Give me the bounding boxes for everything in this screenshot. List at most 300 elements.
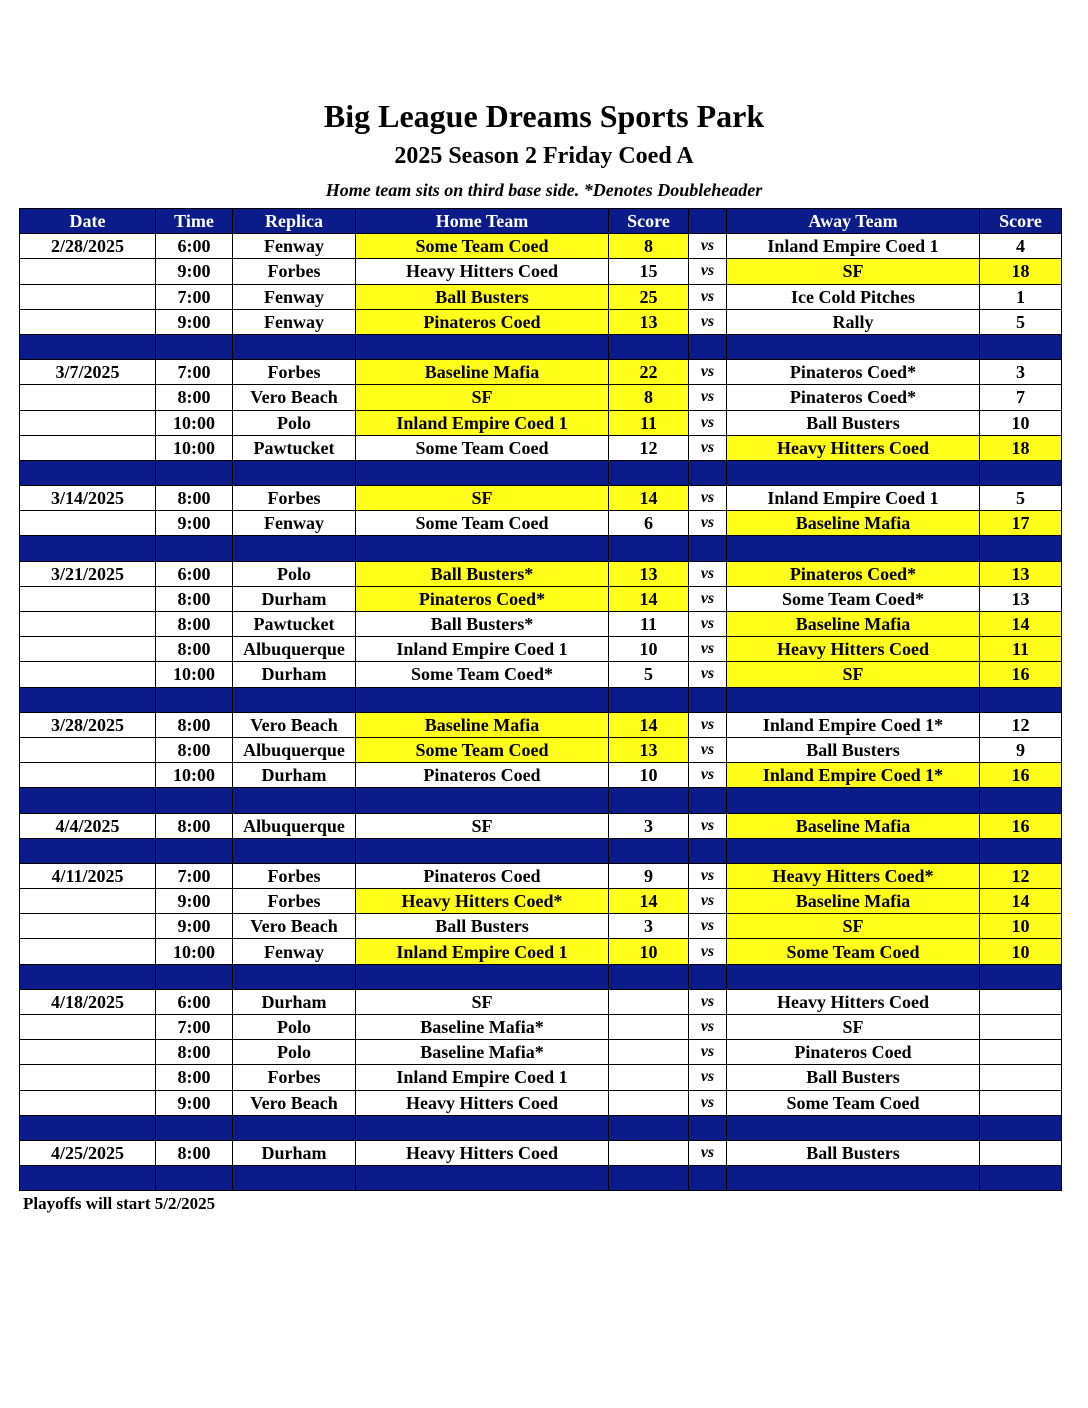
home-team-cell: Inland Empire Coed 1: [356, 637, 609, 662]
home-team-cell: Ball Busters: [356, 914, 609, 939]
home-score-cell: [609, 1140, 689, 1165]
away-score-cell: 11: [980, 637, 1062, 662]
away-team-cell: Some Team Coed: [727, 939, 980, 964]
replica-cell: Forbes: [233, 889, 356, 914]
date-cell: [20, 435, 156, 460]
separator-cell: [356, 788, 609, 813]
home-team-cell: SF: [356, 989, 609, 1014]
away-team-cell: Ball Busters: [727, 737, 980, 762]
separator-row: [20, 687, 1062, 712]
replica-cell: Durham: [233, 1140, 356, 1165]
separator-cell: [980, 334, 1062, 359]
home-team-cell: Ball Busters*: [356, 561, 609, 586]
table-row: [20, 1065, 1062, 1090]
home-team-cell: Heavy Hitters Coed: [356, 1140, 609, 1165]
separator-cell: [156, 788, 233, 813]
vs-cell: vs: [689, 259, 727, 284]
replica-cell: Vero Beach: [233, 1090, 356, 1115]
away-score-cell: 5: [980, 309, 1062, 334]
date-cell: [20, 737, 156, 762]
vs-cell: vs: [689, 914, 727, 939]
separator-cell: [356, 838, 609, 863]
home-team-cell: Baseline Mafia: [356, 360, 609, 385]
home-score-cell: 10: [609, 637, 689, 662]
separator-cell: [609, 964, 689, 989]
home-score-cell: [609, 1065, 689, 1090]
separator-cell: [609, 838, 689, 863]
away-team-cell: Rally: [727, 309, 980, 334]
time-cell: 8:00: [156, 712, 233, 737]
date-cell: 4/25/2025: [20, 1140, 156, 1165]
time-cell: 10:00: [156, 410, 233, 435]
time-cell: 10:00: [156, 763, 233, 788]
away-score-cell: 18: [980, 259, 1062, 284]
separator-cell: [356, 536, 609, 561]
home-score-cell: 11: [609, 410, 689, 435]
separator-cell: [356, 334, 609, 359]
away-score-cell: 16: [980, 662, 1062, 687]
away-team-cell: Heavy Hitters Coed: [727, 989, 980, 1014]
separator-cell: [689, 460, 727, 485]
separator-cell: [609, 687, 689, 712]
away-team-cell: Inland Empire Coed 1: [727, 486, 980, 511]
separator-cell: [727, 536, 980, 561]
separator-cell: [20, 1166, 156, 1191]
separator-cell: [980, 788, 1062, 813]
replica-cell: Vero Beach: [233, 385, 356, 410]
separator-cell: [156, 838, 233, 863]
away-team-cell: Heavy Hitters Coed: [727, 435, 980, 460]
table-row: [20, 385, 1062, 410]
home-team-cell: Baseline Mafia: [356, 712, 609, 737]
table-row: [20, 863, 1062, 888]
away-score-cell: [980, 1140, 1062, 1165]
vs-cell: vs: [689, 486, 727, 511]
date-cell: [20, 1090, 156, 1115]
table-row: [20, 712, 1062, 737]
replica-cell: Polo: [233, 561, 356, 586]
separator-cell: [233, 838, 356, 863]
table-row: [20, 939, 1062, 964]
replica-cell: Pawtucket: [233, 435, 356, 460]
replica-cell: Fenway: [233, 234, 356, 259]
home-score-cell: 13: [609, 561, 689, 586]
separator-cell: [980, 964, 1062, 989]
away-score-cell: [980, 1090, 1062, 1115]
separator-cell: [20, 964, 156, 989]
home-score-cell: 8: [609, 385, 689, 410]
separator-cell: [233, 460, 356, 485]
separator-cell: [689, 1166, 727, 1191]
away-score-cell: [980, 1040, 1062, 1065]
home-score-cell: 13: [609, 737, 689, 762]
home-team-cell: SF: [356, 486, 609, 511]
home-score-cell: 25: [609, 284, 689, 309]
vs-cell: vs: [689, 586, 727, 611]
vs-cell: vs: [689, 863, 727, 888]
time-cell: 9:00: [156, 1090, 233, 1115]
home-team-cell: SF: [356, 813, 609, 838]
separator-cell: [20, 334, 156, 359]
vs-cell: vs: [689, 939, 727, 964]
table-row: [20, 889, 1062, 914]
separator-cell: [20, 536, 156, 561]
table-row: [20, 234, 1062, 259]
time-cell: 8:00: [156, 1040, 233, 1065]
home-team-cell: Heavy Hitters Coed*: [356, 889, 609, 914]
table-row: [20, 914, 1062, 939]
away-score-cell: 9: [980, 737, 1062, 762]
separator-cell: [233, 536, 356, 561]
table-row: [20, 410, 1062, 435]
home-score-cell: 8: [609, 234, 689, 259]
time-cell: 8:00: [156, 1140, 233, 1165]
col-vs: [689, 209, 727, 234]
vs-cell: vs: [689, 989, 727, 1014]
date-cell: 4/18/2025: [20, 989, 156, 1014]
away-score-cell: 13: [980, 586, 1062, 611]
home-score-cell: 3: [609, 813, 689, 838]
table-row: [20, 813, 1062, 838]
separator-cell: [980, 460, 1062, 485]
home-score-cell: 22: [609, 360, 689, 385]
time-cell: 9:00: [156, 309, 233, 334]
col-date: Date: [20, 209, 156, 234]
away-team-cell: SF: [727, 914, 980, 939]
away-team-cell: SF: [727, 662, 980, 687]
separator-cell: [156, 460, 233, 485]
time-cell: 9:00: [156, 259, 233, 284]
away-team-cell: Pinateros Coed: [727, 1040, 980, 1065]
away-team-cell: Heavy Hitters Coed: [727, 637, 980, 662]
away-score-cell: 10: [980, 939, 1062, 964]
separator-row: [20, 1115, 1062, 1140]
vs-cell: vs: [689, 284, 727, 309]
separator-cell: [980, 1115, 1062, 1140]
table-row: [20, 1040, 1062, 1065]
separator-cell: [156, 334, 233, 359]
page-note: Home team sits on third base side. *Denotes Doubleheader: [325, 180, 763, 200]
time-cell: 7:00: [156, 284, 233, 309]
replica-cell: Forbes: [233, 863, 356, 888]
home-team-cell: Heavy Hitters Coed: [356, 1090, 609, 1115]
separator-cell: [233, 788, 356, 813]
away-team-cell: Baseline Mafia: [727, 889, 980, 914]
vs-cell: vs: [689, 737, 727, 762]
date-cell: 4/11/2025: [20, 863, 156, 888]
away-team-cell: SF: [727, 259, 980, 284]
time-cell: 9:00: [156, 511, 233, 536]
home-score-cell: 15: [609, 259, 689, 284]
table-row: [20, 1090, 1062, 1115]
separator-cell: [156, 1166, 233, 1191]
replica-cell: Vero Beach: [233, 712, 356, 737]
date-cell: 3/14/2025: [20, 486, 156, 511]
schedule-body: [20, 234, 1062, 1191]
vs-cell: vs: [689, 309, 727, 334]
table-row: [20, 435, 1062, 460]
page-subtitle: 2025 Season 2 Friday Coed A: [394, 143, 694, 169]
time-cell: 8:00: [156, 637, 233, 662]
date-cell: [20, 763, 156, 788]
replica-cell: Durham: [233, 586, 356, 611]
away-score-cell: 3: [980, 360, 1062, 385]
away-score-cell: 18: [980, 435, 1062, 460]
replica-cell: Polo: [233, 1015, 356, 1040]
date-cell: 3/28/2025: [20, 712, 156, 737]
separator-cell: [356, 1166, 609, 1191]
separator-row: [20, 460, 1062, 485]
home-score-cell: [609, 1090, 689, 1115]
separator-cell: [356, 687, 609, 712]
separator-cell: [689, 334, 727, 359]
replica-cell: Albuquerque: [233, 737, 356, 762]
separator-row: [20, 334, 1062, 359]
vs-cell: vs: [689, 511, 727, 536]
replica-cell: Forbes: [233, 486, 356, 511]
vs-cell: vs: [689, 435, 727, 460]
time-cell: 10:00: [156, 939, 233, 964]
col-time: Time: [156, 209, 233, 234]
home-team-cell: Inland Empire Coed 1: [356, 939, 609, 964]
separator-cell: [20, 460, 156, 485]
table-row: [20, 763, 1062, 788]
home-team-cell: Baseline Mafia*: [356, 1015, 609, 1040]
away-team-cell: Heavy Hitters Coed*: [727, 863, 980, 888]
date-cell: [20, 637, 156, 662]
replica-cell: Durham: [233, 662, 356, 687]
footer-note: Playoffs will start 5/2/2025: [23, 1194, 216, 1213]
away-team-cell: Ice Cold Pitches: [727, 284, 980, 309]
separator-cell: [980, 687, 1062, 712]
separator-cell: [20, 838, 156, 863]
page-title: Big League Dreams Sports Park: [323, 98, 765, 134]
col-home-score: Score: [609, 209, 689, 234]
home-score-cell: 14: [609, 586, 689, 611]
table-row: [20, 1140, 1062, 1165]
home-team-cell: Baseline Mafia*: [356, 1040, 609, 1065]
date-cell: [20, 914, 156, 939]
away-score-cell: 14: [980, 889, 1062, 914]
home-score-cell: 13: [609, 309, 689, 334]
table-row: [20, 511, 1062, 536]
home-team-cell: Some Team Coed: [356, 234, 609, 259]
home-score-cell: 6: [609, 511, 689, 536]
away-team-cell: Some Team Coed: [727, 1090, 980, 1115]
home-score-cell: 14: [609, 486, 689, 511]
time-cell: 9:00: [156, 914, 233, 939]
date-cell: [20, 1040, 156, 1065]
away-score-cell: 12: [980, 712, 1062, 737]
time-cell: 8:00: [156, 1065, 233, 1090]
vs-cell: vs: [689, 712, 727, 737]
home-score-cell: 9: [609, 863, 689, 888]
date-cell: [20, 586, 156, 611]
separator-cell: [233, 964, 356, 989]
vs-cell: vs: [689, 637, 727, 662]
separator-cell: [233, 1115, 356, 1140]
date-cell: [20, 939, 156, 964]
replica-cell: Durham: [233, 989, 356, 1014]
table-row: [20, 662, 1062, 687]
away-team-cell: Baseline Mafia: [727, 612, 980, 637]
away-team-cell: SF: [727, 1015, 980, 1040]
away-score-cell: 14: [980, 612, 1062, 637]
table-row: [20, 360, 1062, 385]
separator-cell: [689, 838, 727, 863]
date-cell: 2/28/2025: [20, 234, 156, 259]
away-team-cell: Some Team Coed*: [727, 586, 980, 611]
home-score-cell: 3: [609, 914, 689, 939]
away-team-cell: Ball Busters: [727, 1065, 980, 1090]
table-row: [20, 989, 1062, 1014]
separator-cell: [689, 536, 727, 561]
away-team-cell: Inland Empire Coed 1*: [727, 763, 980, 788]
separator-cell: [20, 1115, 156, 1140]
separator-cell: [980, 838, 1062, 863]
away-score-cell: [980, 1065, 1062, 1090]
date-cell: 3/7/2025: [20, 360, 156, 385]
vs-cell: vs: [689, 763, 727, 788]
away-score-cell: 4: [980, 234, 1062, 259]
home-team-cell: Ball Busters: [356, 284, 609, 309]
vs-cell: vs: [689, 385, 727, 410]
replica-cell: Polo: [233, 410, 356, 435]
time-cell: 8:00: [156, 486, 233, 511]
table-row: [20, 612, 1062, 637]
vs-cell: vs: [689, 1090, 727, 1115]
col-away-score: Score: [980, 209, 1062, 234]
away-score-cell: 10: [980, 410, 1062, 435]
time-cell: 8:00: [156, 385, 233, 410]
away-score-cell: 16: [980, 813, 1062, 838]
time-cell: 7:00: [156, 1015, 233, 1040]
separator-cell: [609, 460, 689, 485]
vs-cell: vs: [689, 1015, 727, 1040]
separator-cell: [156, 536, 233, 561]
date-cell: [20, 410, 156, 435]
col-home-team: Home Team: [356, 209, 609, 234]
away-score-cell: 5: [980, 486, 1062, 511]
replica-cell: Polo: [233, 1040, 356, 1065]
date-cell: 3/21/2025: [20, 561, 156, 586]
separator-cell: [20, 788, 156, 813]
separator-cell: [609, 536, 689, 561]
replica-cell: Forbes: [233, 259, 356, 284]
home-team-cell: Some Team Coed*: [356, 662, 609, 687]
home-team-cell: Heavy Hitters Coed: [356, 259, 609, 284]
away-score-cell: [980, 1015, 1062, 1040]
away-team-cell: Pinateros Coed*: [727, 561, 980, 586]
date-cell: [20, 385, 156, 410]
separator-cell: [356, 964, 609, 989]
col-away-team: Away Team: [727, 209, 980, 234]
separator-cell: [689, 788, 727, 813]
separator-cell: [727, 1166, 980, 1191]
separator-cell: [689, 964, 727, 989]
away-score-cell: 1: [980, 284, 1062, 309]
home-team-cell: Pinateros Coed: [356, 863, 609, 888]
home-score-cell: [609, 1040, 689, 1065]
separator-cell: [609, 1115, 689, 1140]
time-cell: 6:00: [156, 234, 233, 259]
separator-cell: [356, 1115, 609, 1140]
table-row: [20, 486, 1062, 511]
schedule-table: [19, 208, 1062, 1191]
separator-cell: [727, 334, 980, 359]
separator-cell: [689, 687, 727, 712]
separator-row: [20, 788, 1062, 813]
replica-cell: Fenway: [233, 511, 356, 536]
replica-cell: Forbes: [233, 1065, 356, 1090]
replica-cell: Pawtucket: [233, 612, 356, 637]
home-team-cell: Ball Busters*: [356, 612, 609, 637]
separator-cell: [356, 460, 609, 485]
separator-cell: [727, 687, 980, 712]
home-score-cell: [609, 989, 689, 1014]
separator-cell: [609, 334, 689, 359]
table-row: [20, 637, 1062, 662]
replica-cell: Forbes: [233, 360, 356, 385]
home-team-cell: Some Team Coed: [356, 435, 609, 460]
vs-cell: vs: [689, 410, 727, 435]
vs-cell: vs: [689, 234, 727, 259]
time-cell: 8:00: [156, 737, 233, 762]
date-cell: [20, 612, 156, 637]
separator-cell: [20, 687, 156, 712]
time-cell: 6:00: [156, 989, 233, 1014]
separator-row: [20, 838, 1062, 863]
away-team-cell: Pinateros Coed*: [727, 360, 980, 385]
date-cell: [20, 511, 156, 536]
home-team-cell: Pinateros Coed: [356, 309, 609, 334]
vs-cell: vs: [689, 612, 727, 637]
date-cell: [20, 1015, 156, 1040]
vs-cell: vs: [689, 662, 727, 687]
home-team-cell: SF: [356, 385, 609, 410]
time-cell: 9:00: [156, 889, 233, 914]
separator-cell: [727, 1115, 980, 1140]
home-team-cell: Pinateros Coed*: [356, 586, 609, 611]
time-cell: 8:00: [156, 586, 233, 611]
date-cell: 4/4/2025: [20, 813, 156, 838]
date-cell: [20, 284, 156, 309]
away-team-cell: Baseline Mafia: [727, 511, 980, 536]
time-cell: 6:00: [156, 561, 233, 586]
table-row: [20, 309, 1062, 334]
away-team-cell: Pinateros Coed*: [727, 385, 980, 410]
time-cell: 10:00: [156, 662, 233, 687]
separator-cell: [609, 1166, 689, 1191]
time-cell: 7:00: [156, 863, 233, 888]
replica-cell: Fenway: [233, 284, 356, 309]
time-cell: 10:00: [156, 435, 233, 460]
separator-cell: [689, 1115, 727, 1140]
away-score-cell: 10: [980, 914, 1062, 939]
separator-cell: [233, 334, 356, 359]
separator-cell: [233, 1166, 356, 1191]
replica-cell: Vero Beach: [233, 914, 356, 939]
separator-cell: [156, 1115, 233, 1140]
away-score-cell: 16: [980, 763, 1062, 788]
home-score-cell: 14: [609, 889, 689, 914]
separator-row: [20, 964, 1062, 989]
separator-cell: [156, 964, 233, 989]
date-cell: [20, 889, 156, 914]
separator-cell: [727, 838, 980, 863]
replica-cell: Albuquerque: [233, 637, 356, 662]
away-team-cell: Inland Empire Coed 1: [727, 234, 980, 259]
